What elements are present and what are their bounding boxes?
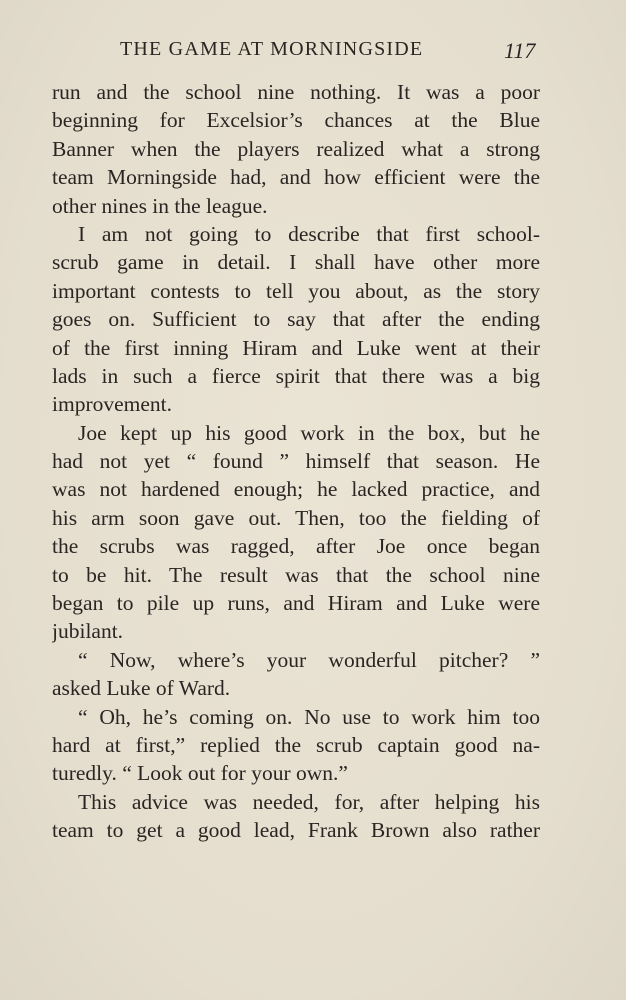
text-line: improvement. xyxy=(52,392,173,417)
text-line: his arm soon gave out. Then, too the fielding of xyxy=(52,505,540,530)
text-line: beginning for Excelsior’s chances at the Blue xyxy=(52,108,540,133)
text-line: team to get a good lead, Frank Brown also rather xyxy=(52,818,540,843)
text-line: turedly. “ Look out for your own.” xyxy=(52,761,348,786)
text-line: lads in such a fierce spirit that there was a big xyxy=(52,363,540,388)
text-line: of the first inning Hiram and Luke went at their xyxy=(52,335,540,360)
text-line: the scrubs was ragged, after Joe once began xyxy=(52,534,540,559)
body-text xyxy=(52,78,540,845)
text-line: hard at first,” replied the scrub captain good na- xyxy=(52,732,540,757)
text-line: began to pile up runs, and Hiram and Luke were xyxy=(52,591,540,616)
text-line: scrub game in detail. I shall have other more xyxy=(52,250,540,275)
text-line: I am not going to describe that first school- xyxy=(78,221,540,246)
page-header xyxy=(0,30,626,70)
text-line: other nines in the league. xyxy=(52,193,268,218)
text-line: had not yet “ found ” himself that season. He xyxy=(52,449,540,474)
text-line: This advice was needed, for, after helping his xyxy=(78,789,540,814)
text-line: “ Now, where’s your wonderful pitcher? ” xyxy=(78,647,540,672)
text-line: was not hardened enough; he lacked practice, and xyxy=(52,477,540,502)
text-line: run and the school nine nothing. It was a poor xyxy=(52,80,540,104)
text-line: jubilant. xyxy=(52,619,124,644)
page-number: 117 xyxy=(504,38,536,63)
text-line: to be hit. The result was that the school nine xyxy=(52,562,540,587)
text-line: asked Luke of Ward. xyxy=(52,676,231,701)
text-line: “ Oh, he’s coming on. No use to work him too xyxy=(78,704,540,729)
text-line: important contests to tell you about, as the story xyxy=(52,278,540,303)
text-line: team Morningside had, and how efficient were the xyxy=(52,165,540,190)
text-line: Joe kept up his good work in the box, but he xyxy=(78,420,540,445)
running-title: THE GAME AT MORNINGSIDE xyxy=(120,38,424,60)
text-line: Banner when the players realized what a strong xyxy=(52,136,540,161)
text-line: goes on. Sufficient to say that after the ending xyxy=(52,307,540,332)
